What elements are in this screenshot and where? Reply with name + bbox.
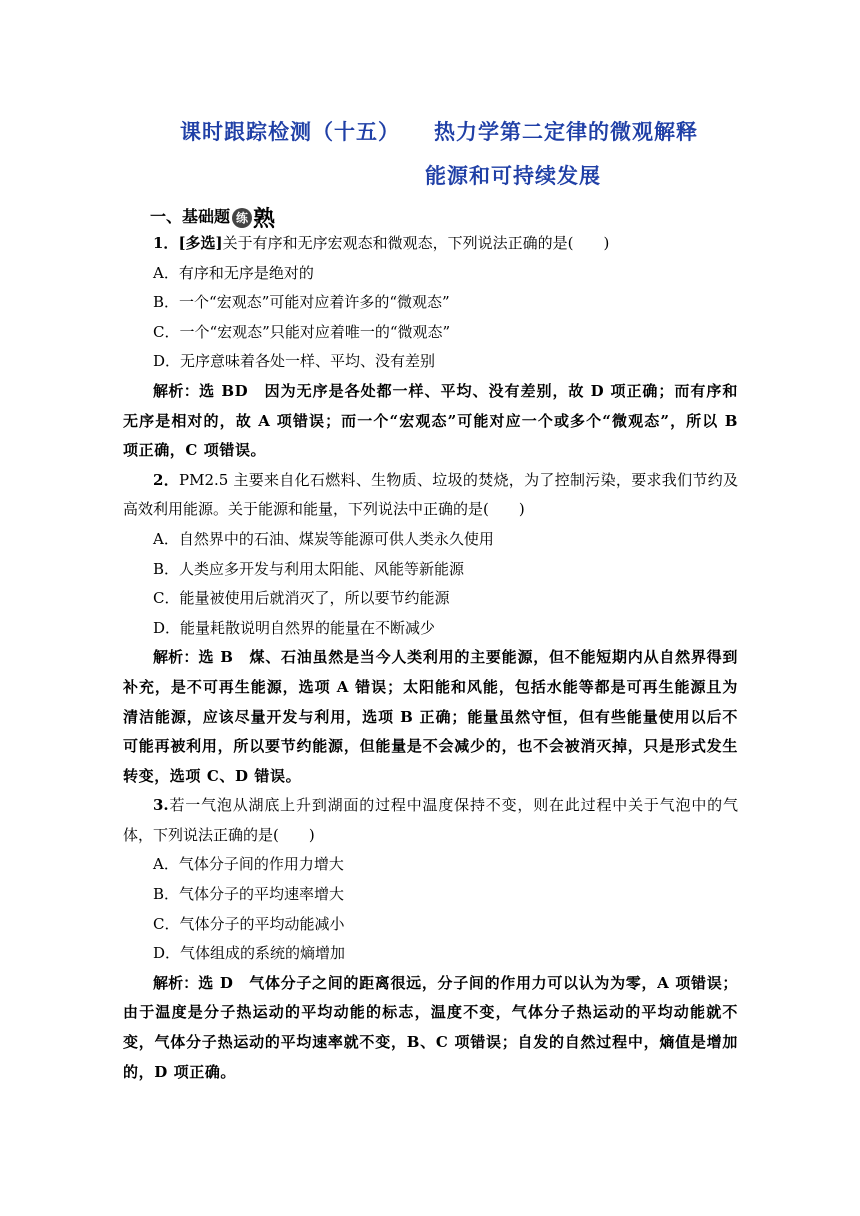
analysis-label: 解析： <box>153 973 199 992</box>
analysis <box>123 377 738 466</box>
question-number: 3. <box>153 796 169 815</box>
analysis <box>123 643 738 791</box>
option-a: A．自然界中的石油、煤炭等能源可供人类永久使用 <box>153 529 494 548</box>
question-stem <box>123 229 738 259</box>
title-part-1: 课时跟踪检测（十五） <box>180 120 400 144</box>
analysis-text: 选 B 煤、石油虽然是当今人类利用的主要能源，但不能短期内从自然界得到补充，是不可再生能源，选项 A 错误；太阳能和风能，包括水能等都是可再生能源且为清洁能源，应该尽量开发与利用，选项 B 正确；能量虽然守恒，但有些能量使用以后不可能再被利用，所以要节约能源，但能量是不会减少的，也不会被消灭掉，只是形式发生转变，选项 C、D 错误。 <box>123 648 738 785</box>
option-b: B．气体分子的平均速率增大 <box>153 885 345 904</box>
analysis-label: 解析： <box>153 381 200 400</box>
analysis-label: 解析： <box>153 648 199 667</box>
question-stem <box>123 466 738 525</box>
option-c: C．一个“宏观态”只能对应着唯一的“微观态” <box>153 322 451 341</box>
option-a: A．气体分子间的作用力增大 <box>153 855 344 874</box>
option-d: D．能量耗散说明自然界的能量在不断减少 <box>153 618 436 637</box>
option-c: C．能量被使用后就消灭了，所以要节约能源 <box>153 589 450 608</box>
analysis <box>123 969 738 1087</box>
question-number: 1． <box>153 234 179 252</box>
question-stem <box>123 791 738 850</box>
option-b: B．一个“宏观态”可能对应着许多的“微观态” <box>153 293 450 312</box>
page-title <box>180 116 698 146</box>
option-c: C．气体分子的平均动能减小 <box>153 914 345 933</box>
section-badge: 练 <box>232 208 252 228</box>
analysis-text: 选 BD 因为无序是各处都一样、平均、没有差别，故 D 项正确；而有序和无序是相对的，故 A 项错误；而一个“宏观态”可能对应一个或多个“微观态”，所以 B 项正确，C 项错误。 <box>123 381 738 460</box>
page-subtitle: 能源和可持续发展 <box>425 164 601 188</box>
option-d: D．无序意味着各处一样、平均、没有差别 <box>153 352 436 371</box>
option-d: D．气体组成的系统的熵增加 <box>153 944 346 963</box>
question-text: 若一气泡从湖底上升到湖面的过程中温度保持不变，则在此过程中关于气泡中的气体，下列说法正确的是( ) <box>123 796 738 844</box>
question-text: PM2.5 主要来自化石燃料、生物质、垃圾的焚烧，为了控制污染，要求我们节约及高效利用能源。关于能源和能量，下列说法中正确的是( ) <box>123 470 738 519</box>
question-tag: [多选] <box>178 234 223 252</box>
section-label: 一、基础题 <box>150 207 231 226</box>
option-a: A．有序和无序是绝对的 <box>153 263 314 282</box>
option-b: B．人类应多开发与利用太阳能、风能等新能源 <box>153 559 465 578</box>
title-part-2: 热力学第二定律的微观解释 <box>434 120 698 144</box>
question-number: 2． <box>153 470 180 489</box>
section-badge-big: 熟 <box>253 207 276 232</box>
question-text: 关于有序和无序宏观态和微观态，下列说法正确的是( ) <box>222 234 610 252</box>
question-list <box>123 229 738 1087</box>
analysis-text: 选 D 气体分子之间的距离很远，分子间的作用力可以认为为零，A 项错误；由于温度是分子热运动的平均动能的标志，温度不变，气体分子热运动的平均动能就不变，气体分子热运动的平均速率就不变，B、C 项错误；自发的自然过程中，熵值是增加的，D 项正确。 <box>123 973 738 1081</box>
